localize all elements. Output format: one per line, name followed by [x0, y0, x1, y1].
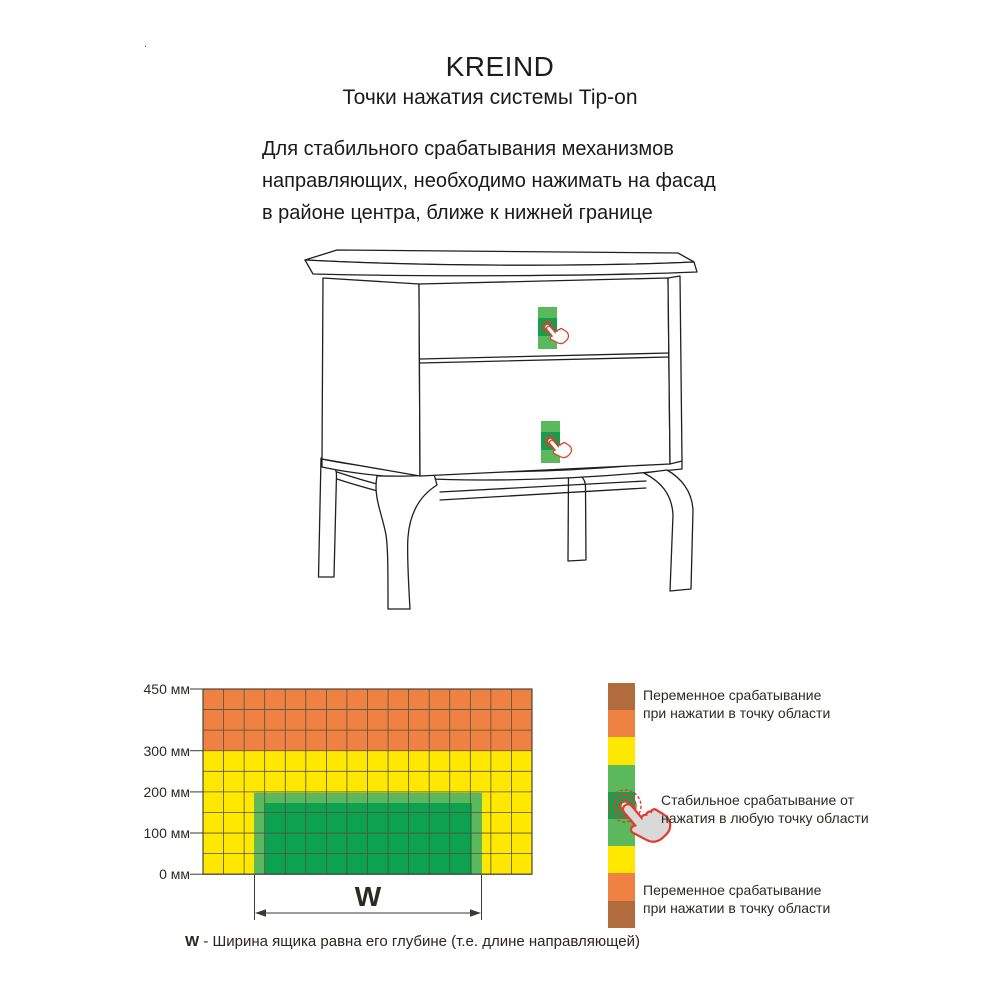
legend-swatch-yellow-top: [608, 737, 635, 764]
legend-label-stable: [661, 792, 869, 827]
page-subtitle: Точки нажатия системы Tip-on: [342, 86, 638, 109]
legend-label-variable-bottom: [643, 882, 830, 917]
legend-label-line: при нажатии в точку области: [643, 704, 831, 721]
legend-swatch-orange-bottom: [608, 873, 635, 900]
footnote: [185, 933, 640, 950]
front-rail: [440, 481, 646, 500]
legend-swatch-orange-top: [608, 710, 635, 737]
legend-swatch-brown-bottom: [608, 901, 635, 928]
legend-swatch-brown-top: [608, 683, 635, 710]
nightstand-drawing: [280, 245, 720, 625]
axis-ticks: [190, 689, 203, 874]
intro-paragraph: [262, 133, 716, 229]
zone-stable-inner: [265, 803, 472, 874]
axis-label-100: 100 мм: [143, 825, 190, 841]
intro-line: в районе центра, ближе к нижней границе: [262, 202, 653, 224]
axis-label-0: 0 мм: [159, 866, 190, 882]
legend-label-line: Переменное срабатывание: [643, 882, 822, 898]
right-edge: [668, 276, 682, 464]
side-panel: [322, 278, 420, 476]
intro-line: направляющих, необходимо нажимать на фасад: [262, 170, 716, 192]
w-arrowhead-left: [255, 909, 266, 917]
legend-label-line: нажатия в любую точку области: [661, 809, 869, 826]
page-title: KREIND: [445, 51, 555, 82]
axis-label-300: 300 мм: [143, 743, 190, 759]
legend-label-line: Переменное срабатывание: [643, 687, 822, 703]
legend-label-line: Стабильное срабатывание от: [661, 792, 855, 808]
leg-back-left: [319, 458, 337, 577]
width-dimension-label: W: [354, 881, 382, 912]
w-arrowhead-right: [470, 909, 481, 917]
footnote-text: - Ширина ящика равна его глубине (т.е. длине направляющей): [203, 933, 640, 950]
press-zone-diagram: [145, 675, 565, 965]
footnote-w: W: [185, 933, 200, 950]
legend-label-variable-top: [643, 687, 830, 722]
legend-label-line: при нажатии в точку области: [643, 899, 831, 916]
stray-dot: .: [144, 38, 148, 50]
leg-front-right: [644, 470, 693, 591]
leg-front-left: [376, 474, 437, 609]
axis-label-450: 450 мм: [143, 681, 190, 697]
axis-label-200: 200 мм: [143, 784, 190, 800]
intro-line: Для стабильного срабатывания механизмов: [262, 138, 674, 160]
